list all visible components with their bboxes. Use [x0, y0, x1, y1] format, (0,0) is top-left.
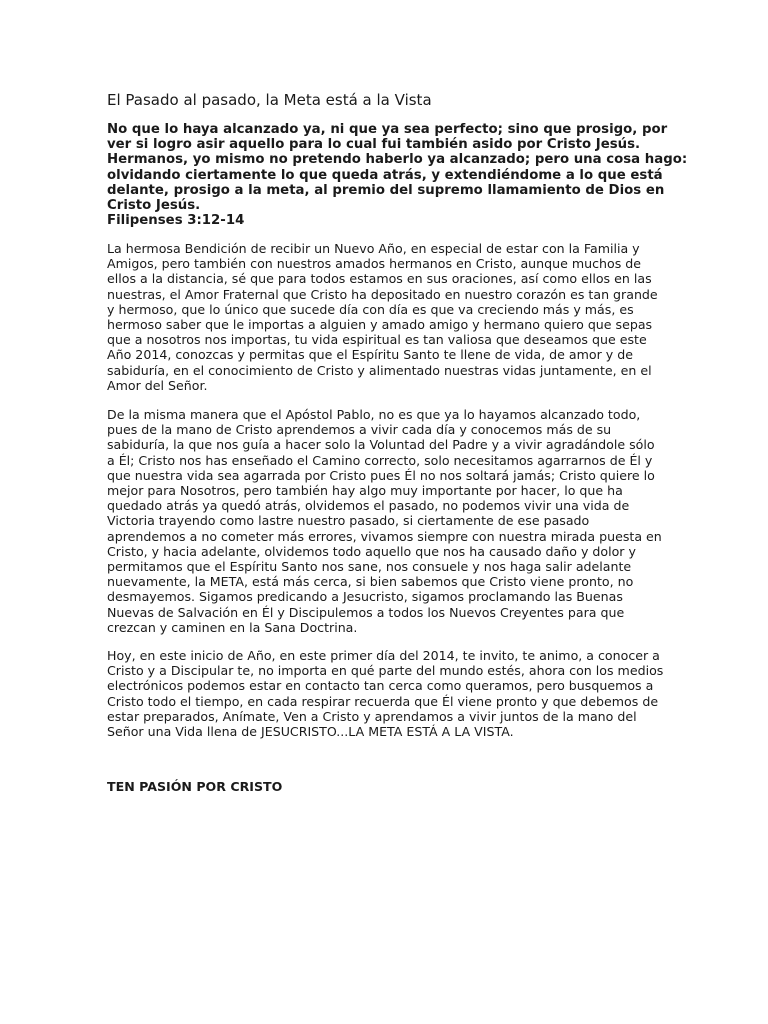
verse-line: Cristo Jesús. — [107, 198, 201, 214]
paragraph-line: Nuevas de Salvación en Él y Discipulemos a todos los Nuevos Creyentes para que — [107, 604, 625, 620]
paragraph-line: desmayemos. Sigamos predicando a Jesucristo, sigamos proclamando las Buenas — [107, 589, 623, 605]
scripture-verse — [107, 122, 688, 229]
paragraph-line: mejor para Nosotros, pero también hay algo muy importante por hacer, lo que ha — [107, 483, 623, 499]
paragraph-line: aprendemos a no cometer más errores, vivamos siempre con nuestra mirada puesta en — [107, 528, 662, 544]
paragraph-line: que a nosotros nos importas, tu vida espiritual es tan valiosa que deseamos que este — [107, 332, 647, 348]
paragraph-line: Cristo todo el tiempo, en cada respirar recuerda que Él viene pronto y que debemos de — [107, 693, 659, 709]
paragraph-line: nuestras, el Amor Fraternal que Cristo ha depositado en nuestro corazón es tan grande — [107, 286, 658, 302]
paragraph-line: y hermoso, que lo único que sucede día con día es que va creciendo más y más, es — [107, 301, 634, 317]
paragraph-line: pues de la mano de Cristo aprendemos a vivir cada día y conocemos más de su — [107, 422, 612, 438]
closing-line: TEN PASIÓN POR CRISTO — [107, 779, 283, 794]
paragraph-line: ellos a la distancia, sé que para todos estamos en sus oraciones, así como ellos en las — [107, 271, 652, 287]
paragraph-line: quedado atrás ya quedó atrás, olvidemos el pasado, no podemos vivir una vida de — [107, 498, 630, 514]
verse-line: olvidando ciertamente lo que queda atrás, y extendiéndome a lo que está — [107, 167, 663, 183]
paragraph-line: Amigos, pero también con nuestros amados hermanos en Cristo, aunque muchos de — [107, 256, 642, 272]
paragraph-3 — [107, 648, 663, 739]
paragraph-2 — [107, 407, 663, 635]
paragraph-line: hermoso saber que le importas a alguien y amado amigo y hermano quiero que sepas — [107, 317, 653, 333]
paragraph-line: Hoy, en este inicio de Año, en este primer día del 2014, te invito, te animo, a conocer a — [107, 648, 660, 663]
paragraph-line: estar preparados, Anímate, Ven a Cristo y aprendamos a vivir juntos de la mano del — [107, 708, 637, 724]
verse-reference: Filipenses 3:12-14 — [107, 213, 245, 229]
paragraph-line: Cristo y a Discipular te, no importa en qué parte del mundo estés, ahora con los medios — [107, 663, 664, 679]
paragraph-line: Victoria trayendo como lastre nuestro pasado, si ciertamente de ese pasado — [107, 513, 590, 529]
paragraph-line: sabiduría, la que nos guía a hacer solo la Voluntad del Padre y a vivir agradándole sólo — [107, 437, 655, 453]
paragraph-line: que nuestra vida sea agarrada por Cristo pues Él no nos soltará jamás; Cristo quiere lo — [107, 467, 655, 483]
verse-line: Hermanos, yo mismo no pretendo haberlo ya alcanzado; pero una cosa hago: — [107, 152, 688, 168]
paragraph-line: Señor una Vida llena de JESUCRISTO...LA META ESTÁ A LA VISTA. — [107, 724, 514, 740]
verse-line: delante, prosigo a la meta, al premio del supremo llamamiento de Dios en — [107, 182, 665, 198]
paragraph-line: crezcan y caminen en la Sana Doctrina. — [107, 619, 358, 635]
paragraph-line: Año 2014, conozcas y permitas que el Espíritu Santo te llene de vida, de amor y de — [107, 347, 633, 363]
paragraph-line: a Él; Cristo nos has enseñado el Camino correcto, solo necesitamos agarrarnos de Él y — [107, 452, 653, 468]
paragraph-line: Cristo, y hacia adelante, olvidemos todo aquello que nos ha causado daño y dolor y — [107, 543, 636, 559]
paragraph-line: De la misma manera que el Apóstol Pablo, no es que ya lo hayamos alcanzado todo, — [107, 407, 641, 422]
paragraph-line: Amor del Señor. — [107, 377, 208, 393]
paragraph-line: permitamos que el Espíritu Santo nos sane, nos consuele y nos haga salir adelante — [107, 559, 632, 575]
paragraph-line: electrónicos podemos estar en contacto tan cerca como queramos, pero busquemos a — [107, 678, 654, 694]
paragraph-line: sabiduría, en el conocimiento de Cristo y alimentado nuestras vidas juntamente, en el — [107, 362, 652, 378]
paragraph-line: La hermosa Bendición de recibir un Nuevo Año, en especial de estar con la Familia y — [107, 241, 640, 256]
paragraph-line: nuevamente, la META, está más cerca, si bien sabemos que Cristo viene pronto, no — [107, 574, 634, 590]
paragraph-1 — [107, 241, 663, 393]
document-title: El Pasado al pasado, la Meta está a la Vista — [107, 91, 432, 109]
verse-line: No que lo haya alcanzado ya, ni que ya sea perfecto; sino que prosigo, por — [107, 122, 668, 137]
verse-line: ver si logro asir aquello para lo cual fui también asido por Cristo Jesús. — [107, 137, 641, 153]
